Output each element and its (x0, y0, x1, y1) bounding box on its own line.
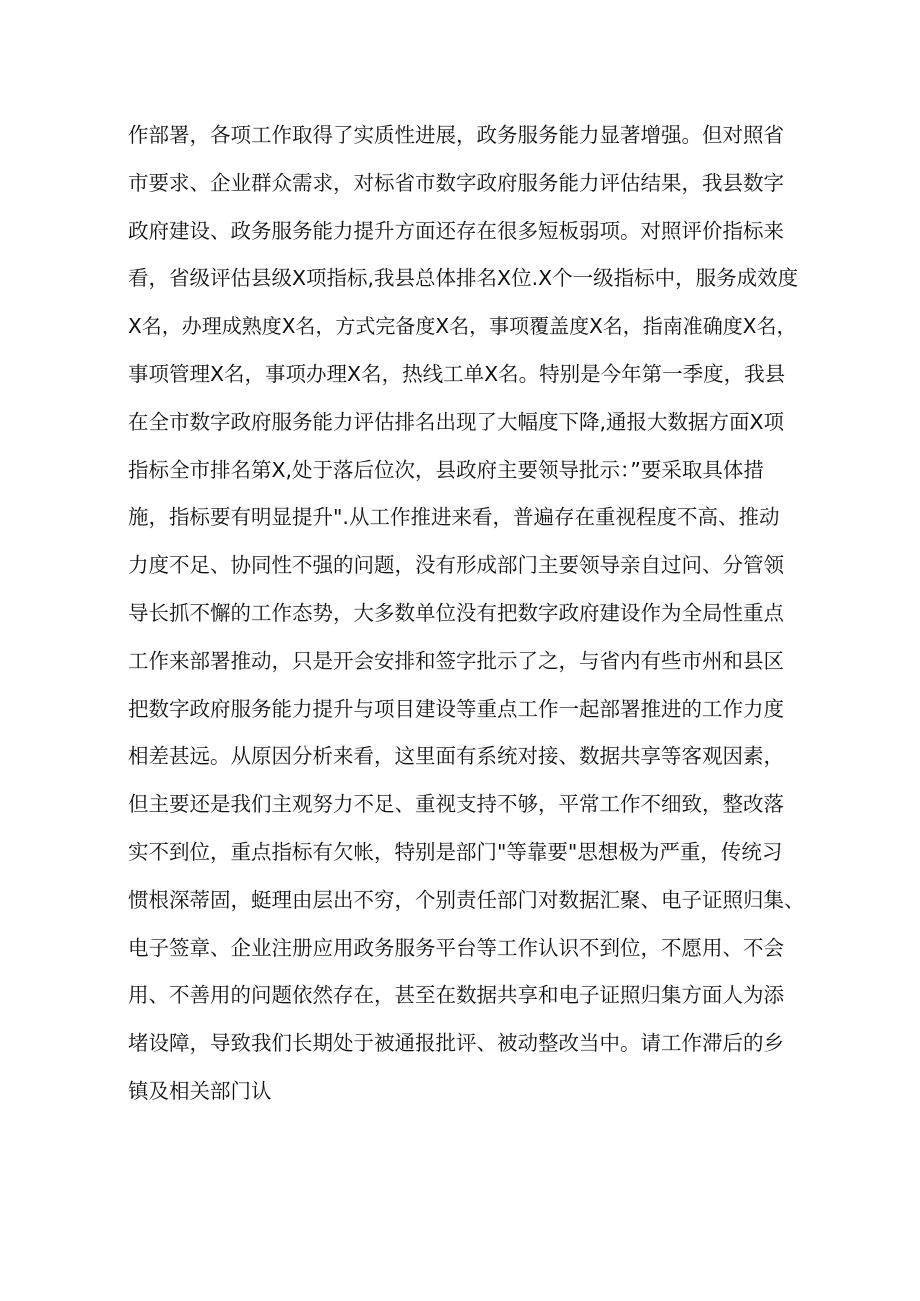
text-line: 惯根深蒂固，蜓理由层出不穷，个别责任部门对数据汇聚、电子证照归集、 (128, 887, 805, 912)
text-line: 相差甚远。从原因分析来看，这里面有系统对接、数据共享等客观因素， (128, 744, 784, 769)
text-line: 把数字政府服务能力提升与项目建设等重点工作一起部署推进的工作力度 (128, 696, 784, 721)
text-line: 政府建设、政务服务能力提升方面还存在很多短板弱项。对照评价指标来 (128, 218, 784, 243)
text-line: X名，办理成熟度X名，方式完备度X名，事项覆盖度X名，指南准确度X名， (128, 314, 797, 339)
text-line: 实不到位，重点指标有欠帐，特别是部门"等靠要"思想极为严重，传统习 (128, 839, 783, 864)
body-paragraph (128, 112, 808, 1116)
text-line: 导长抓不懈的工作态势，大多数单位没有把数字政府建设作为全局性重点 (128, 600, 784, 625)
text-line: 作部署，各项工作取得了实质性进展，政务服务能力显著增强。但对照省 (128, 123, 784, 147)
text-line: 指标全市排名第X,处于落后位次，县政府主要领导批示：”要采取具体措 (128, 457, 764, 482)
text-line: 在全市数字政府服务能力评估排名出现了大幅度下降,通报大数据方面X项 (128, 409, 785, 434)
text-line: 力度不足、协同性不强的问题，没有形成部门主要领导亲自过问、分管领 (128, 553, 784, 578)
text-line: 镇及相关部门认 (128, 1078, 272, 1103)
text-line: 电子签章、企业注册应用政务服务平台等工作认识不到位，不愿用、不会 (128, 935, 784, 960)
text-line: 看，省级评估县级X项指标,我县总体排名X位.X个一级指标中，服务成效度 (128, 266, 799, 291)
text-line: 用、不善用的问题依然存在，甚至在数据共享和电子证照归集方面人为添 (128, 983, 784, 1008)
text-line: 施，指标要有明显提升".从工作推进来看，普遍存在重视程度不高、推动 (128, 505, 780, 530)
text-line: 工作来部署推动，只是开会安排和签字批示了之，与省内有些市州和县区 (128, 648, 784, 673)
text-line: 市要求、企业群众需求，对标省市数字政府服务能力评估结果，我县数字 (128, 170, 784, 195)
text-line: 事项管理X名，事项办理X名，热线工单X名。特别是今年第一季度，我县 (128, 361, 786, 386)
text-line: 堵设障，导致我们长期处于被通报批评、被动整改当中。请工作滞后的乡 (128, 1031, 784, 1056)
text-line: 但主要还是我们主观努力不足、重视支持不够，平常工作不细致，整改落 (128, 792, 784, 817)
